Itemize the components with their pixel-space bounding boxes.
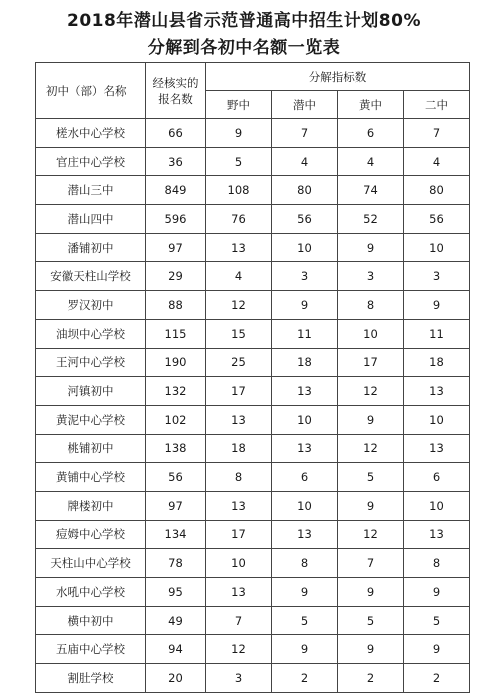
header-huangzhong: 黄中 [338, 91, 404, 119]
huangzhong-quota-cell: 8 [338, 291, 404, 320]
registered-cell: 88 [146, 291, 206, 320]
registered-cell: 134 [146, 520, 206, 549]
erzhong-quota-cell: 6 [404, 463, 470, 492]
table-row [36, 463, 470, 492]
qianzhong-quota-cell: 5 [272, 606, 338, 635]
registered-cell: 78 [146, 549, 206, 578]
erzhong-quota-cell: 9 [404, 578, 470, 607]
table-row [36, 664, 470, 693]
qianzhong-quota-cell: 13 [272, 434, 338, 463]
erzhong-quota-cell: 9 [404, 291, 470, 320]
header-qianzhong: 潜中 [272, 91, 338, 119]
quota-table [35, 62, 470, 693]
registered-cell: 95 [146, 578, 206, 607]
huangzhong-quota-cell: 12 [338, 520, 404, 549]
registered-cell: 20 [146, 664, 206, 693]
school-name-cell: 槎水中心学校 [36, 119, 146, 148]
yezhong-quota-cell: 9 [206, 119, 272, 148]
table-body [36, 119, 470, 693]
school-name-cell: 安徽天柱山学校 [36, 262, 146, 291]
huangzhong-quota-cell: 7 [338, 549, 404, 578]
header-erzhong: 二中 [404, 91, 470, 119]
erzhong-quota-cell: 13 [404, 377, 470, 406]
huangzhong-quota-cell: 74 [338, 176, 404, 205]
header-school-name: 初中（部）名称 [36, 63, 146, 119]
school-name-cell: 桃铺初中 [36, 434, 146, 463]
table-header [36, 63, 470, 119]
table-row [36, 205, 470, 234]
erzhong-quota-cell: 5 [404, 606, 470, 635]
huangzhong-quota-cell: 9 [338, 578, 404, 607]
yezhong-quota-cell: 12 [206, 291, 272, 320]
table-row [36, 291, 470, 320]
school-name-cell: 痘姆中心学校 [36, 520, 146, 549]
huangzhong-quota-cell: 9 [338, 491, 404, 520]
school-name-cell: 河镇初中 [36, 377, 146, 406]
yezhong-quota-cell: 17 [206, 377, 272, 406]
huangzhong-quota-cell: 12 [338, 434, 404, 463]
huangzhong-quota-cell: 3 [338, 262, 404, 291]
qianzhong-quota-cell: 9 [272, 635, 338, 664]
table-row [36, 434, 470, 463]
school-name-cell: 横中初中 [36, 606, 146, 635]
yezhong-quota-cell: 76 [206, 205, 272, 234]
yezhong-quota-cell: 3 [206, 664, 272, 693]
qianzhong-quota-cell: 9 [272, 578, 338, 607]
registered-cell: 102 [146, 405, 206, 434]
school-name-cell: 油坝中心学校 [36, 319, 146, 348]
yezhong-quota-cell: 15 [206, 319, 272, 348]
yezhong-quota-cell: 10 [206, 549, 272, 578]
registered-cell: 94 [146, 635, 206, 664]
erzhong-quota-cell: 2 [404, 664, 470, 693]
erzhong-quota-cell: 9 [404, 635, 470, 664]
registered-cell: 97 [146, 491, 206, 520]
table-row [36, 348, 470, 377]
school-name-cell: 黄泥中心学校 [36, 405, 146, 434]
qianzhong-quota-cell: 7 [272, 119, 338, 148]
qianzhong-quota-cell: 2 [272, 664, 338, 693]
school-name-cell: 潜山四中 [36, 205, 146, 234]
school-name-cell: 官庄中心学校 [36, 147, 146, 176]
school-name-cell: 罗汉初中 [36, 291, 146, 320]
yezhong-quota-cell: 13 [206, 405, 272, 434]
registered-cell: 849 [146, 176, 206, 205]
huangzhong-quota-cell: 9 [338, 405, 404, 434]
huangzhong-quota-cell: 12 [338, 377, 404, 406]
school-name-cell: 天柱山中心学校 [36, 549, 146, 578]
yezhong-quota-cell: 108 [206, 176, 272, 205]
school-name-cell: 五庙中心学校 [36, 635, 146, 664]
yezhong-quota-cell: 12 [206, 635, 272, 664]
yezhong-quota-cell: 5 [206, 147, 272, 176]
yezhong-quota-cell: 13 [206, 491, 272, 520]
yezhong-quota-cell: 17 [206, 520, 272, 549]
yezhong-quota-cell: 13 [206, 578, 272, 607]
header-registered-line1: 经核实的 [152, 75, 199, 90]
huangzhong-quota-cell: 2 [338, 664, 404, 693]
school-name-cell: 水吼中心学校 [36, 578, 146, 607]
qianzhong-quota-cell: 56 [272, 205, 338, 234]
huangzhong-quota-cell: 5 [338, 463, 404, 492]
erzhong-quota-cell: 3 [404, 262, 470, 291]
huangzhong-quota-cell: 4 [338, 147, 404, 176]
qianzhong-quota-cell: 4 [272, 147, 338, 176]
page-title-line1: 2018年潜山县省示范普通高中招生计划80% [66, 11, 421, 31]
yezhong-quota-cell: 18 [206, 434, 272, 463]
huangzhong-quota-cell: 5 [338, 606, 404, 635]
erzhong-quota-cell: 10 [404, 233, 470, 262]
huangzhong-quota-cell: 6 [338, 119, 404, 148]
school-name-cell: 牌楼初中 [36, 491, 146, 520]
school-name-cell: 潜山三中 [36, 176, 146, 205]
table-row [36, 578, 470, 607]
qianzhong-quota-cell: 8 [272, 549, 338, 578]
huangzhong-quota-cell: 9 [338, 233, 404, 262]
registered-cell: 138 [146, 434, 206, 463]
table-row [36, 319, 470, 348]
erzhong-quota-cell: 11 [404, 319, 470, 348]
table-row [36, 377, 470, 406]
erzhong-quota-cell: 56 [404, 205, 470, 234]
school-name-cell: 割肚学校 [36, 664, 146, 693]
registered-cell: 190 [146, 348, 206, 377]
registered-cell: 596 [146, 205, 206, 234]
erzhong-quota-cell: 80 [404, 176, 470, 205]
yezhong-quota-cell: 8 [206, 463, 272, 492]
qianzhong-quota-cell: 80 [272, 176, 338, 205]
table-row [36, 491, 470, 520]
table-row [36, 405, 470, 434]
qianzhong-quota-cell: 10 [272, 405, 338, 434]
table-row [36, 262, 470, 291]
registered-cell: 29 [146, 262, 206, 291]
erzhong-quota-cell: 13 [404, 520, 470, 549]
registered-cell: 132 [146, 377, 206, 406]
header-yezhong: 野中 [206, 91, 272, 119]
table-row [36, 606, 470, 635]
school-name-cell: 潘铺初中 [36, 233, 146, 262]
erzhong-quota-cell: 7 [404, 119, 470, 148]
qianzhong-quota-cell: 10 [272, 491, 338, 520]
huangzhong-quota-cell: 9 [338, 635, 404, 664]
table-row [36, 520, 470, 549]
yezhong-quota-cell: 4 [206, 262, 272, 291]
qianzhong-quota-cell: 3 [272, 262, 338, 291]
table-row [36, 233, 470, 262]
table-row [36, 147, 470, 176]
school-name-cell: 黄铺中心学校 [36, 463, 146, 492]
erzhong-quota-cell: 13 [404, 434, 470, 463]
qianzhong-quota-cell: 6 [272, 463, 338, 492]
registered-cell: 115 [146, 319, 206, 348]
registered-cell: 49 [146, 606, 206, 635]
erzhong-quota-cell: 8 [404, 549, 470, 578]
erzhong-quota-cell: 18 [404, 348, 470, 377]
qianzhong-quota-cell: 13 [272, 377, 338, 406]
qianzhong-quota-cell: 10 [272, 233, 338, 262]
yezhong-quota-cell: 13 [206, 233, 272, 262]
registered-cell: 66 [146, 119, 206, 148]
school-name-cell: 王河中心学校 [36, 348, 146, 377]
qianzhong-quota-cell: 18 [272, 348, 338, 377]
page-title-line2: 分解到各初中名额一览表 [147, 38, 341, 58]
yezhong-quota-cell: 7 [206, 606, 272, 635]
table-row [36, 176, 470, 205]
registered-cell: 36 [146, 147, 206, 176]
registered-cell: 56 [146, 463, 206, 492]
erzhong-quota-cell: 10 [404, 405, 470, 434]
huangzhong-quota-cell: 52 [338, 205, 404, 234]
yezhong-quota-cell: 25 [206, 348, 272, 377]
qianzhong-quota-cell: 11 [272, 319, 338, 348]
header-registered-line2: 报名数 [158, 91, 193, 106]
qianzhong-quota-cell: 13 [272, 520, 338, 549]
erzhong-quota-cell: 10 [404, 491, 470, 520]
table-row [36, 549, 470, 578]
header-quota-group: 分解指标数 [206, 63, 470, 91]
header-registered [146, 63, 206, 119]
huangzhong-quota-cell: 10 [338, 319, 404, 348]
table-row [36, 119, 470, 148]
qianzhong-quota-cell: 9 [272, 291, 338, 320]
table-row [36, 635, 470, 664]
registered-cell: 97 [146, 233, 206, 262]
huangzhong-quota-cell: 17 [338, 348, 404, 377]
erzhong-quota-cell: 4 [404, 147, 470, 176]
